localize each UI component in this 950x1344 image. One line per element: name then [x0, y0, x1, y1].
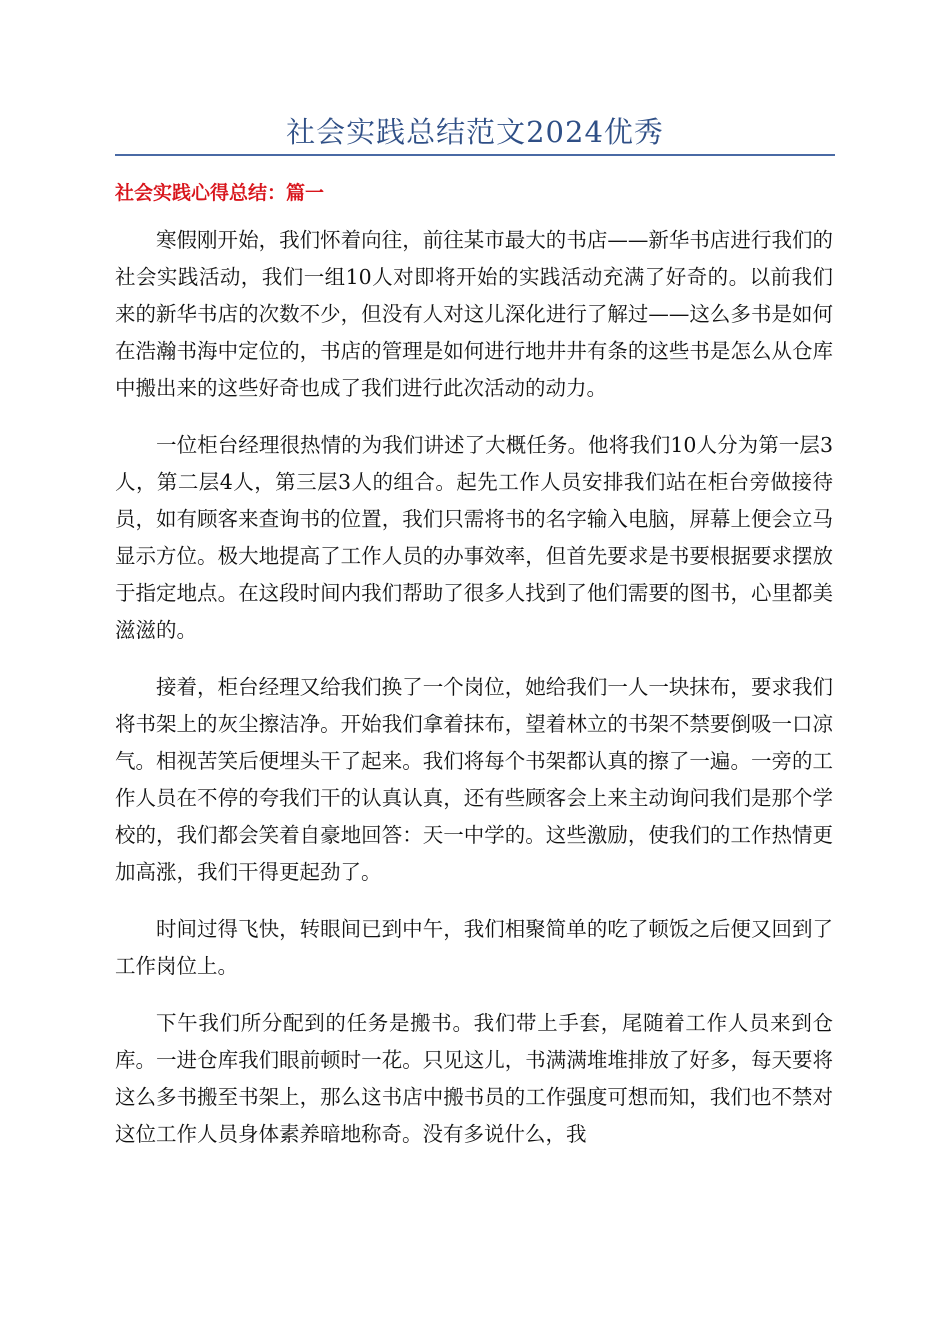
paragraph-1: 寒假刚开始，我们怀着向往，前往某市最大的书店——新华书店进行我们的社会实践活动，我们一组10人对即将开始的实践活动充满了好奇的。以前我们来的新华书店的次数不少，但没有人对这儿深化进行了解过——这么多书是如何在浩瀚书海中定位的，书店的管理是如何进行地井井有条的这些书是怎么从仓库中搬出来的这些好奇也成了我们进行此次活动的动力。 [115, 228, 833, 400]
title-underline [115, 154, 835, 156]
document-title: 社会实践总结范文2024优秀 [286, 115, 664, 149]
paragraph-4: 时间过得飞快，转眼间已到中午，我们相聚简单的吃了顿饭之后便又回到了工作岗位上。 [115, 917, 833, 978]
paragraph-5: 下午我们所分配到的任务是搬书。我们带上手套，尾随着工作人员来到仓库。一进仓库我们眼前顿时一花。只见这儿，书满满堆堆排放了好多，每天要将这么多书搬至书架上，那么这书店中搬书员的工作强度可想而知，我们也不禁对这位工作人员身体素养暗地称奇。没有多说什么，我 [115, 1011, 833, 1146]
section-heading: 社会实践心得总结：篇一 [115, 182, 325, 204]
paragraph-2: 一位柜台经理很热情的为我们讲述了大概任务。他将我们10人分为第一层3人，第二层4人，第三层3人的组合。起先工作人员安排我们站在柜台旁做接待员，如有顾客来查询书的位置，我们只需将书的名字输入电脑，屏幕上便会立马显示方位。极大地提高了工作人员的办事效率，但首先要求是书要根据要求摆放于指定地点。在这段时间内我们帮助了很多人找到了他们需要的图书，心里都美滋滋的。 [115, 433, 833, 642]
paragraph-3: 接着，柜台经理又给我们换了一个岗位，她给我们一人一块抹布，要求我们将书架上的灰尘擦洁净。开始我们拿着抹布，望着林立的书架不禁要倒吸一口凉气。相视苦笑后便埋头干了起来。我们将每个书架都认真的擦了一遍。一旁的工作人员在不停的夸我们干的认真认真，还有些顾客会上来主动询问我们是那个学校的，我们都会笑着自豪地回答：天一中学的。这些激励，使我们的工作热情更加高涨，我们干得更起劲了。 [115, 675, 833, 884]
document-body [115, 222, 833, 1173]
